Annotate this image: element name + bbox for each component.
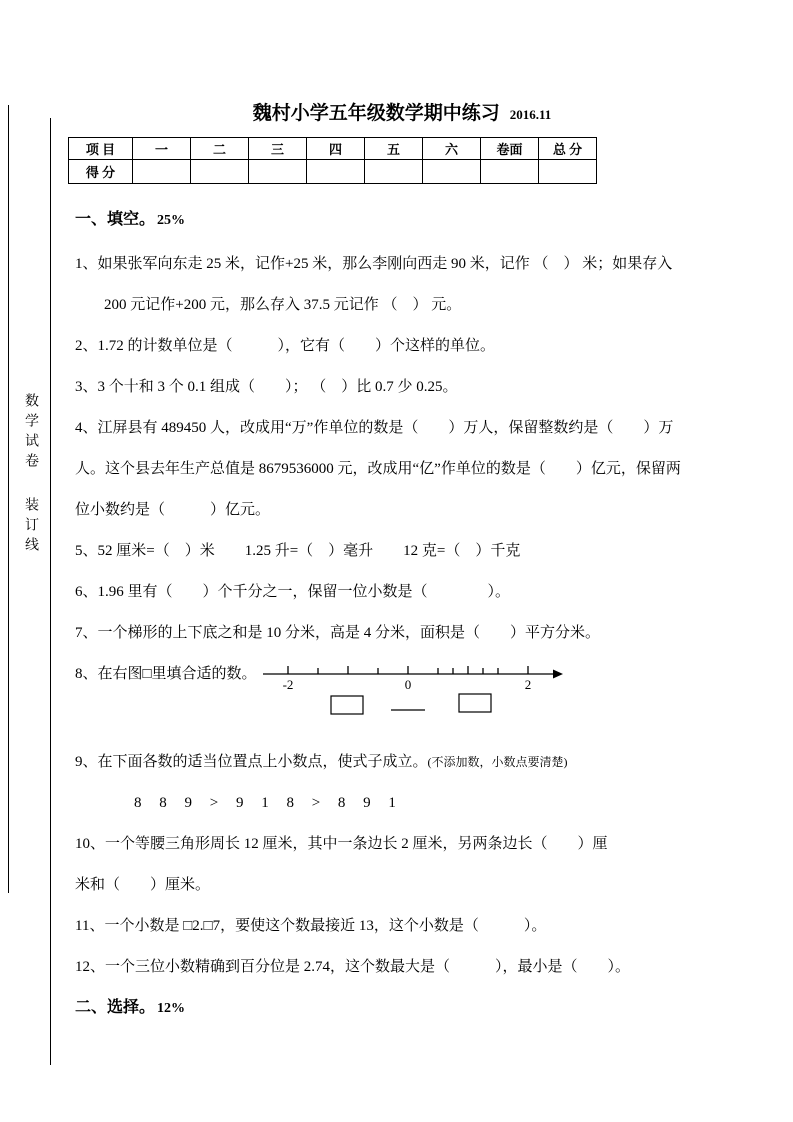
score-table-header-total: 总 分	[539, 138, 597, 160]
question-8-text: 8、在右图□里填合适的数。	[75, 666, 257, 682]
paper-type-vertical-label: 数学试卷	[23, 393, 38, 473]
page-title-text: 魏村小学五年级数学期中练习	[252, 103, 500, 124]
question-9-note: (不添加数，小数点要清楚)	[427, 755, 568, 769]
question-9-expression: 8 8 9 > 9 1 8 > 8 9 1	[134, 795, 403, 811]
binding-line-outer	[8, 105, 9, 893]
number-line-label-left: -2	[282, 677, 293, 692]
section-1-percent: 25%	[157, 213, 186, 228]
score-table-score-row	[69, 160, 597, 184]
page-title	[68, 98, 736, 125]
question-3: 3、3 个十和 3 个 0.1 组成（ ）； （ ）比 0.7 少 0.25。	[75, 379, 458, 395]
score-table-header-paper: 卷面	[481, 138, 539, 160]
question-4-line-3: 位小数约是（ ）亿元。	[75, 502, 271, 518]
number-line-arrow-icon	[553, 670, 563, 679]
question-11: 11、一个小数是 □2.□7，要使这个数最接近 13，这个小数是（ ）。	[75, 918, 547, 934]
number-line-label-right: 2	[524, 677, 531, 692]
score-table-header-6: 六	[423, 138, 481, 160]
question-9-text	[75, 750, 736, 774]
question-8	[68, 662, 736, 728]
question-6: 6、1.96 里有（ ）个千分之一，保留一位小数是（ ）。	[75, 584, 511, 600]
question-1-line-2: 200 元记作+200 元，那么存入 37.5 元记作 （ ） 元。	[104, 297, 462, 313]
number-line-figure	[263, 658, 563, 728]
score-cell-3	[249, 160, 307, 184]
question-5: 5、52 厘米=（ ）米 1.25 升=（ ）毫升 12 克=（ ）千克	[75, 543, 521, 559]
page-title-date: 2016.11	[509, 107, 552, 122]
question-9-main: 9、在下面各数的适当位置点上小数点，使式子成立。	[75, 754, 428, 770]
answer-box-right	[459, 694, 491, 712]
binding-line-inner	[50, 118, 51, 1065]
question-12: 12、一个三位小数精确到百分位是 2.74，这个数最大是（ ），最小是（ ）。	[75, 959, 631, 975]
score-cell-5	[365, 160, 423, 184]
exam-content	[68, 98, 736, 1040]
section-1-title: 一、填空。	[75, 211, 156, 228]
score-cell-4	[307, 160, 365, 184]
section-2-heading	[75, 996, 736, 1021]
score-table-header-5: 五	[365, 138, 423, 160]
question-1-line-1: 1、如果张军向东走 25 米，记作+25 米，那么李刚向西走 90 米，记作 （ ） 米；如果存入	[75, 256, 673, 272]
score-cell-total	[539, 160, 597, 184]
question-7: 7、一个梯形的上下底之和是 10 分米，高是 4 分米，面积是（ ）平方分米。	[75, 625, 601, 641]
score-cell-6	[423, 160, 481, 184]
question-area	[68, 208, 736, 1021]
number-line-label-mid: 0	[404, 677, 411, 692]
score-cell-2	[191, 160, 249, 184]
question-2: 2、1.72 的计数单位是（ ），它有（ ）个这样的单位。	[75, 338, 496, 354]
score-table-header-row	[69, 138, 597, 160]
score-table-header-project: 项 目	[69, 138, 133, 160]
question-4-line-1: 4、江屏县有 489450 人，改成用“万”作单位的数是（ ）万人，保留整数约是（ ）万	[75, 420, 674, 436]
binding-vertical-label: 装订线	[23, 497, 38, 557]
score-table-header-1: 一	[133, 138, 191, 160]
section-1-heading	[75, 208, 736, 233]
question-10-line-2: 米和（ ）厘米。	[75, 877, 211, 893]
question-4-line-2: 人。这个县去年生产总值是 8679536000 元，改成用“亿”作单位的数是（ ）亿元，保留两	[75, 461, 681, 477]
score-table-header-4: 四	[307, 138, 365, 160]
section-2-title: 二、选择。	[75, 999, 156, 1016]
score-table-header-2: 二	[191, 138, 249, 160]
question-10-line-1: 10、一个等腰三角形周长 12 厘米，其中一条边长 2 厘米，另两条边长（ ）厘	[75, 836, 608, 852]
score-table-header-3: 三	[249, 138, 307, 160]
answer-box-left	[331, 696, 363, 714]
score-cell-paper	[481, 160, 539, 184]
section-2-percent: 12%	[157, 1001, 186, 1016]
score-table	[68, 137, 597, 184]
score-cell-1	[133, 160, 191, 184]
score-row-label: 得 分	[69, 160, 133, 184]
